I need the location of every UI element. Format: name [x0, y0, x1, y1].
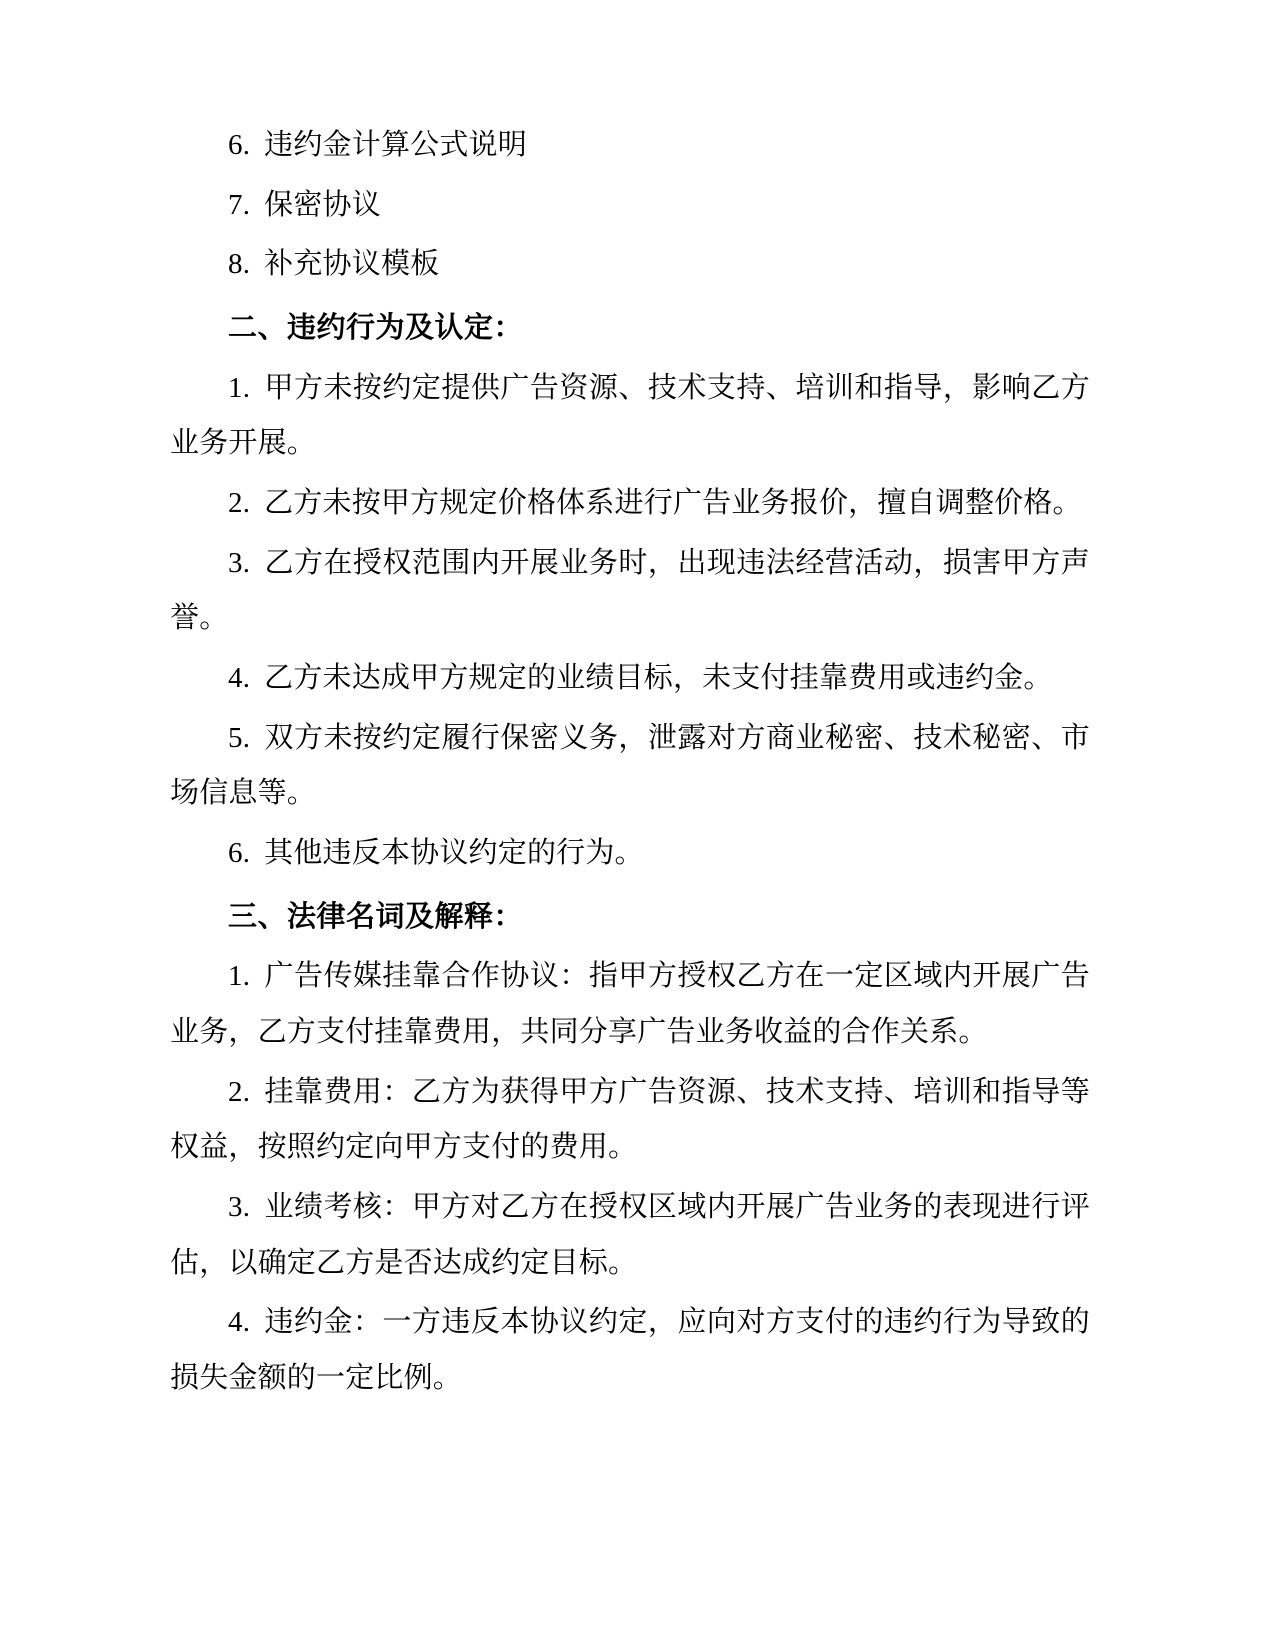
list-item	[170, 536, 1090, 647]
list-item-text: 双方未按约定履行保密义务，泄露对方商业秘密、技术秘密、市场信息等。	[170, 721, 1090, 810]
list-item	[170, 1295, 1090, 1406]
list-item	[170, 1065, 1090, 1176]
list-item-text: 违约金：一方违反本协议约定，应向对方支付的违约行为导致的损失金额的一定比例。	[170, 1306, 1090, 1395]
list-item-number: 7.	[228, 188, 251, 221]
list-item	[170, 711, 1090, 822]
list-item	[170, 949, 1090, 1060]
list-item-number: 1.	[228, 960, 251, 993]
list-item-number: 4.	[228, 1306, 251, 1339]
list-item-text: 甲方未按约定提供广告资源、技术支持、培训和指导，影响乙方业务开展。	[170, 371, 1090, 460]
list-item	[170, 476, 1090, 532]
list-item-text: 业绩考核：甲方对乙方在授权区域内开展广告业务的表现进行评估，以确定乙方是否达成约定目标。	[170, 1191, 1090, 1279]
list-item-number: 6.	[228, 129, 251, 161]
list-item-number: 1.	[228, 371, 251, 404]
list-item	[170, 826, 1090, 882]
list-item-number: 2.	[228, 487, 251, 520]
list-item	[170, 651, 1090, 707]
list-item	[170, 237, 1090, 293]
list-item-text: 违约金计算公式说明	[264, 129, 527, 161]
list-item	[170, 178, 1090, 234]
list-item-number: 2.	[228, 1075, 251, 1108]
list-item-number: 5.	[228, 721, 251, 754]
list-item	[170, 361, 1090, 472]
list-item-text: 补充协议模板	[264, 248, 440, 281]
list-item-text: 其他违反本协议约定的行为。	[264, 837, 644, 870]
list-item-number: 3.	[228, 1191, 251, 1224]
list-item-text: 乙方未达成甲方规定的业绩目标，未支付挂靠费用或违约金。	[264, 662, 1053, 695]
section-heading-breach: 二、违约行为及认定：	[228, 312, 524, 345]
list-item-text: 乙方在授权范围内开展业务时，出现违法经营活动，损害甲方声誉。	[170, 546, 1090, 635]
list-item-text: 广告传媒挂靠合作协议：指甲方授权乙方在一定区域内开展广告业务，乙方支付挂靠费用，共同分享广告业务收益的合作关系。	[170, 960, 1090, 1049]
list-item	[170, 118, 1090, 174]
list-item-number: 8.	[228, 248, 251, 281]
list-item-text: 挂靠费用：乙方为获得甲方广告资源、技术支持、培训和指导等权益，按照约定向甲方支付的费用。	[170, 1075, 1090, 1164]
list-item	[170, 1180, 1090, 1291]
list-item-number: 6.	[228, 837, 251, 870]
list-item-number: 4.	[228, 662, 251, 695]
section-heading-definitions: 三、法律名词及解释：	[228, 900, 524, 933]
list-item-text: 乙方未按甲方规定价格体系进行广告业务报价，擅自调整价格。	[264, 487, 1082, 520]
list-item-text: 保密协议	[264, 188, 381, 221]
document-body	[170, 118, 1090, 1411]
list-item-number: 3.	[228, 546, 251, 579]
